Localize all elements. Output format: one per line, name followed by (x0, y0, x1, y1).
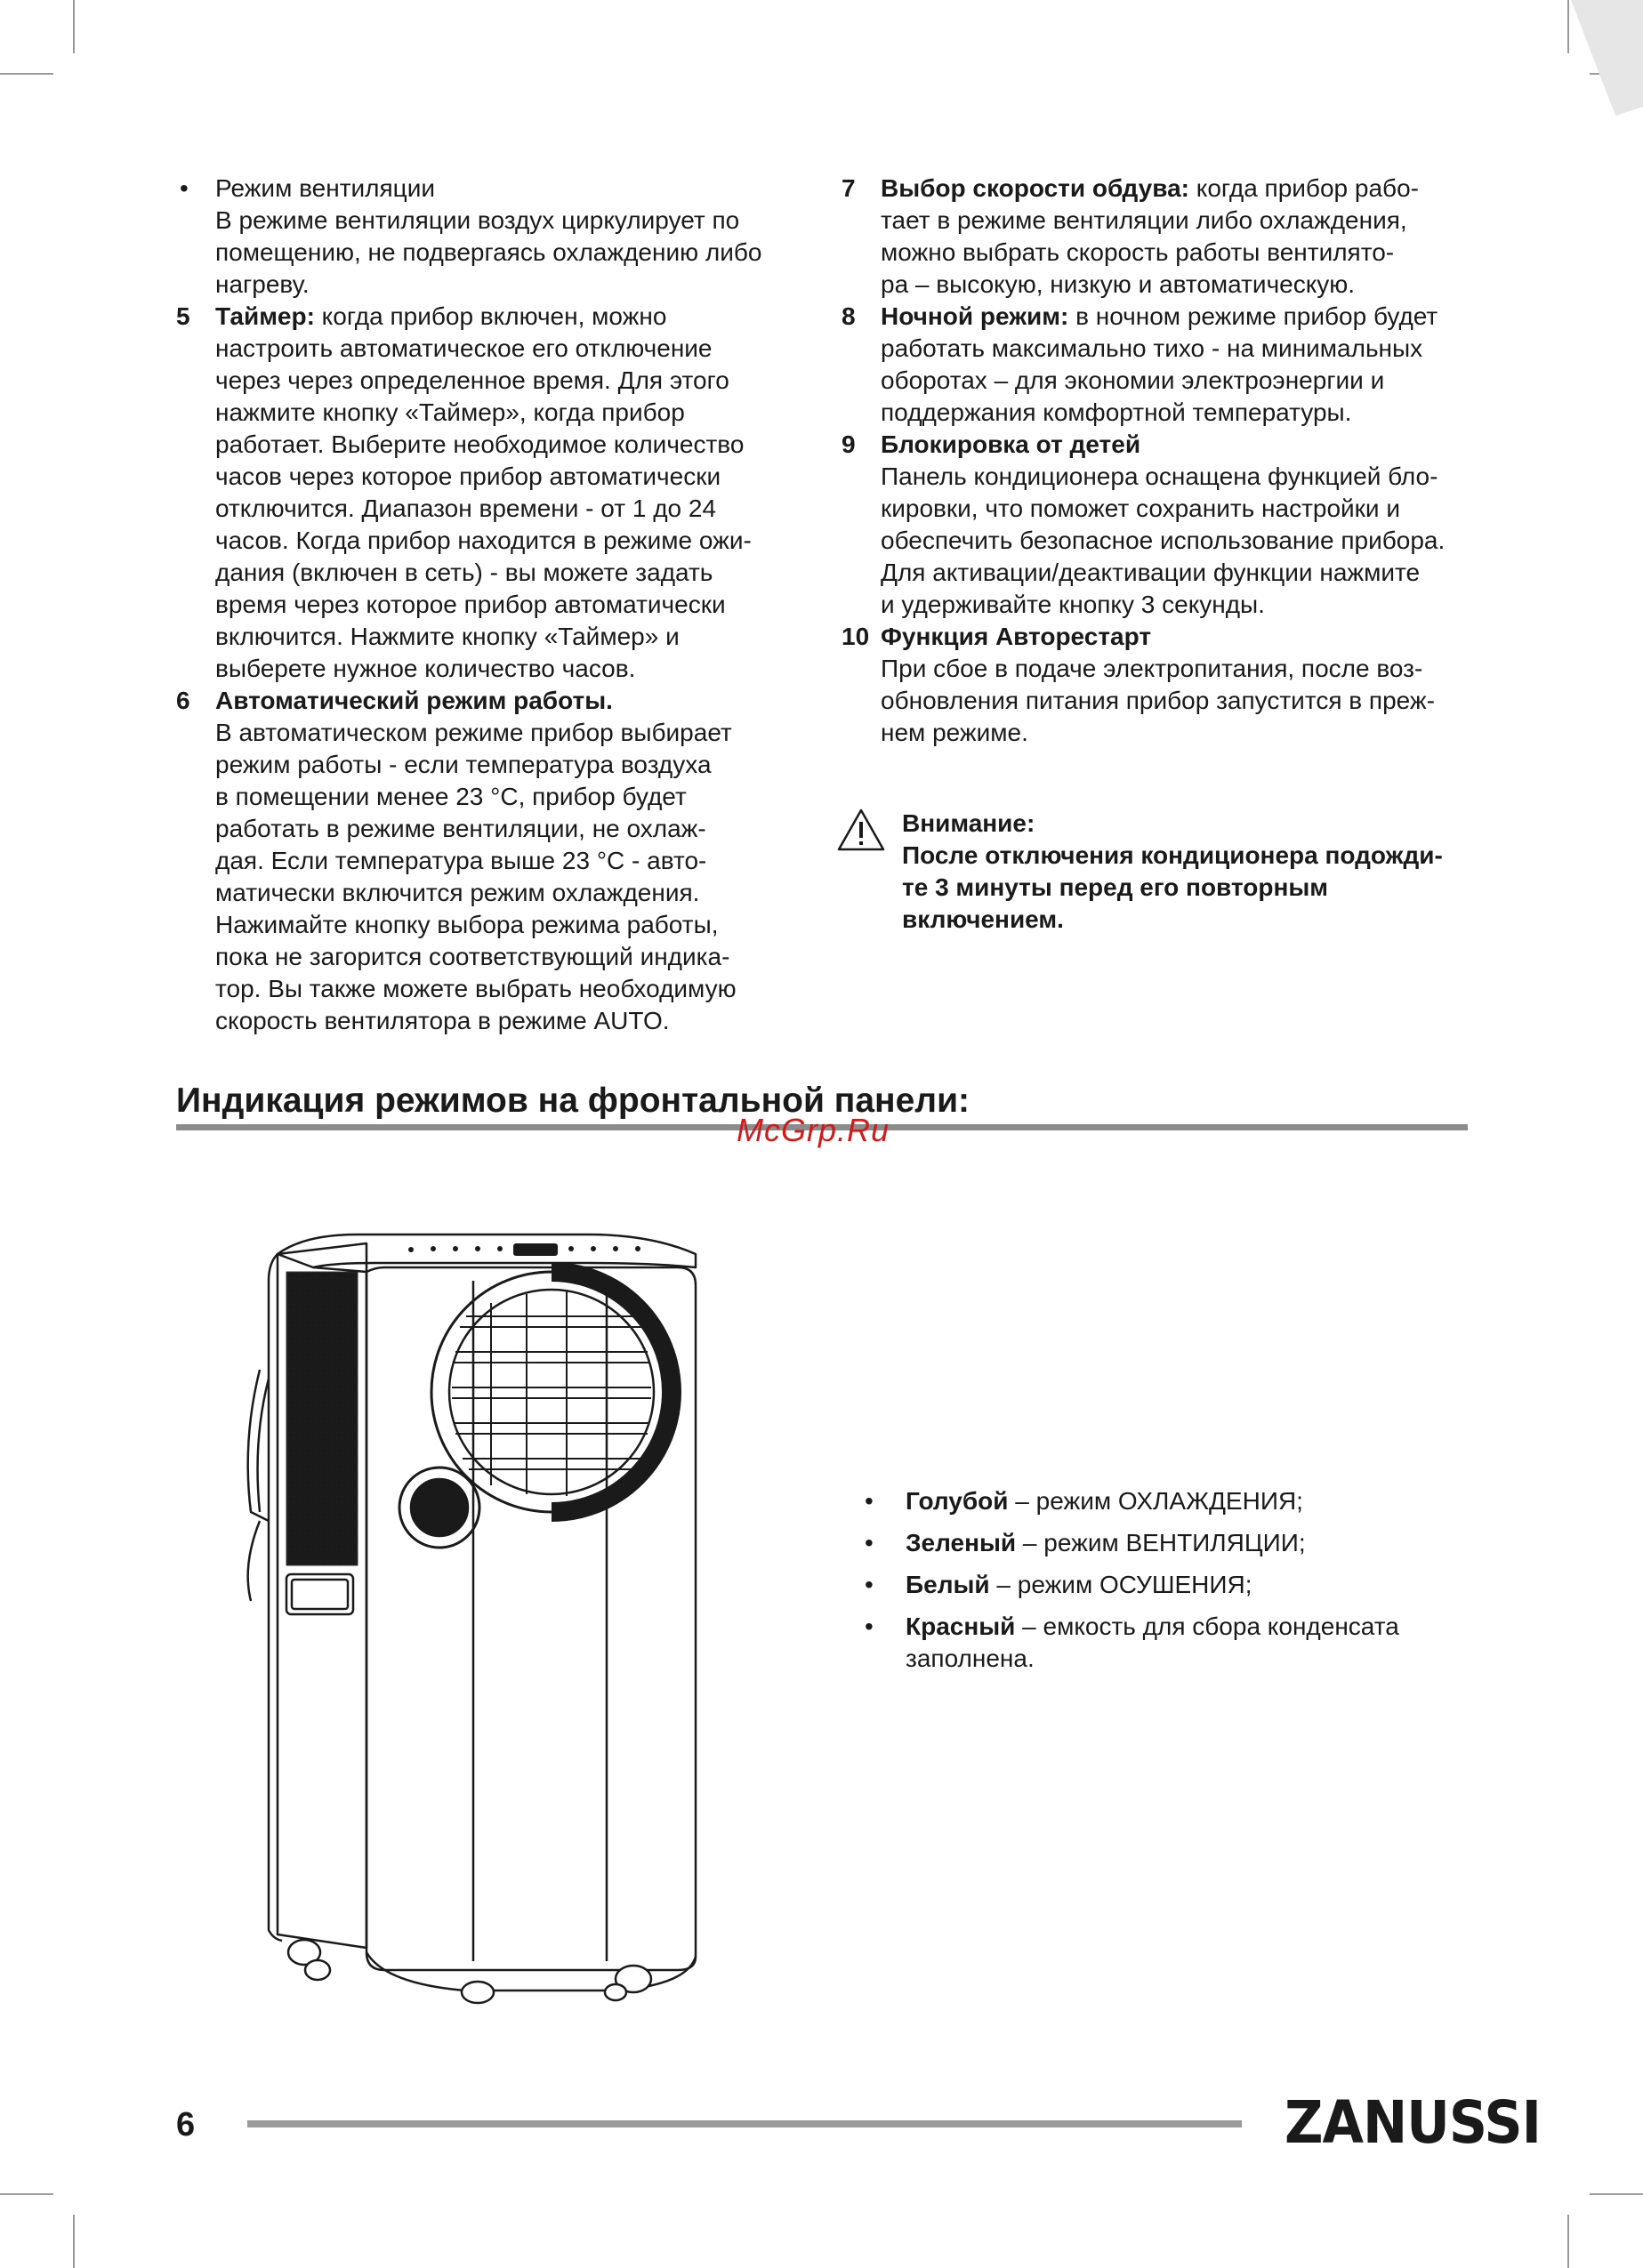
text-line: матически включится режим охлаждения. (215, 879, 700, 906)
watermark: McGrp.Ru (737, 1112, 890, 1148)
text-line: и удерживайте кнопку 3 секунды. (881, 591, 1265, 618)
auto-mode-title: Автоматический режим работы. (215, 687, 613, 714)
text-line: нажмите кнопку «Таймер», когда прибор (215, 398, 685, 426)
crop-mark (73, 2215, 75, 2268)
text-line: скорость вентилятора в режиме AUTO. (215, 1007, 670, 1034)
page-corner-fold (1544, 0, 1643, 116)
child-lock-title: Блокировка от детей (881, 430, 1141, 458)
item-number: 9 (842, 430, 856, 458)
text-line: настроить автоматическое его отключение (215, 334, 713, 362)
text-line: в ночном режиме прибор будет (1068, 302, 1438, 330)
text-line: Панель кондиционера оснащена функцией бло- (881, 462, 1438, 490)
crop-mark (0, 73, 53, 75)
text-line: тает в режиме вентиляции либо охлаждения, (881, 206, 1407, 234)
text-line: тор. Вы также можете выбрать необходимую (215, 975, 737, 1002)
indicator-legend (865, 1485, 1487, 1685)
text-line: работать максимально тихо - на минимальных (881, 334, 1423, 362)
text-line: можно выбрать скорость работы вентилято- (881, 238, 1395, 266)
timer-item (176, 301, 809, 685)
item-number: 10 (842, 623, 870, 650)
section-heading: Индикация режимов на фронтальной панели: (176, 1082, 970, 1120)
legend-desc: – режим ВЕНТИЛЯЦИИ; (1016, 1529, 1306, 1556)
child-lock-item (842, 429, 1475, 621)
text-line: кировки, что поможет сохранить настройки и (881, 495, 1400, 522)
legend-item (865, 1569, 1487, 1601)
text-line: нагреву. (215, 270, 310, 298)
crop-mark (73, 0, 75, 53)
fan-speed-title: Выбор скорости обдува: (881, 174, 1189, 202)
text-line: В режиме вентиляции воздух циркулирует по (215, 206, 740, 234)
bullet: • (865, 1487, 874, 1515)
warning-title: Внимание: (902, 809, 1035, 837)
text-line: отключится. Диапазон времени - от 1 до 24 (215, 495, 717, 522)
warning-line: включением. (902, 905, 1064, 933)
text-line: Нажимайте кнопку выбора режима работы, (215, 911, 719, 938)
legend-item (865, 1527, 1487, 1559)
portable-air-conditioner-icon (233, 1227, 722, 2010)
color-name: Белый (906, 1571, 990, 1598)
auto-mode-item (176, 685, 809, 1037)
legend-desc: – емкость для сбора конденсата (1015, 1613, 1399, 1640)
crop-mark (0, 2193, 53, 2195)
auto-restart-item (842, 621, 1475, 749)
fan-mode-item (176, 173, 809, 301)
footer-rule (247, 2120, 1242, 2127)
bullet: • (865, 1529, 874, 1556)
night-mode-item (842, 301, 1475, 429)
item-number: 5 (176, 302, 190, 330)
text-line: режим работы - если температура воздуха (215, 751, 712, 778)
text-line: дания (включен в сеть) - вы можете задать (215, 559, 713, 586)
text-line: когда прибор включен, можно (314, 302, 667, 330)
legend-item (865, 1485, 1487, 1517)
left-column (176, 173, 809, 1037)
bullet: • (865, 1613, 874, 1640)
text-line: В автоматическом режиме прибор выбирает (215, 719, 732, 746)
bullet: • (865, 1571, 874, 1598)
fan-mode-title: Режим вентиляции (215, 174, 435, 202)
text-line: в помещении менее 23 °С, прибор будет (215, 783, 687, 810)
warning-triangle-icon (836, 808, 886, 852)
bullet: • (180, 174, 189, 202)
crop-mark (1590, 2193, 1643, 2195)
right-column (842, 173, 1475, 749)
text-line: когда прибор рабо- (1188, 174, 1419, 202)
item-number: 8 (842, 302, 856, 330)
text-line: через через определенное время. Для этого (215, 366, 729, 394)
warning-line: После отключения кондиционера подожди- (902, 841, 1443, 869)
text-line: часов через которое прибор автоматически (215, 462, 721, 490)
text-line: время через которое прибор автоматически (215, 591, 726, 618)
fan-speed-item (842, 173, 1475, 301)
text-line: включится. Нажмите кнопку «Таймер» и (215, 623, 680, 650)
brand-logo: ZANUSSI (1285, 2088, 1541, 2158)
page-number: 6 (176, 2106, 196, 2143)
item-number: 7 (842, 174, 856, 202)
night-mode-title: Ночной режим: (881, 302, 1069, 330)
color-name: Красный (906, 1613, 1016, 1640)
text-line: нем режиме. (881, 719, 1028, 746)
color-name: Голубой (906, 1487, 1009, 1515)
text-line: оборотах – для экономии электроэнергии и (881, 366, 1385, 394)
legend-desc: – режим ОСУШЕНИЯ; (989, 1571, 1252, 1598)
text-line: обновления питания прибор запустится в преж- (881, 687, 1435, 714)
legend-item (865, 1611, 1487, 1675)
text-line: При сбое в подаче электропитания, после воз- (881, 655, 1423, 682)
text-line: работает. Выберите необходимое количество (215, 430, 745, 458)
text-line: помещению, не подвергаясь охлаждению либо (215, 238, 762, 266)
item-number: 6 (176, 687, 190, 714)
crop-mark (1567, 2215, 1569, 2268)
text-line: работать в режиме вентиляции, не охлаж- (215, 815, 706, 842)
timer-title: Таймер: (215, 302, 315, 330)
text-line: пока не загорится соответствующий индика- (215, 943, 730, 970)
auto-restart-title: Функция Авторестарт (881, 623, 1152, 650)
text-line: обеспечить безопасное использование прибора. (881, 527, 1446, 554)
text-line: ра – высокую, низкую и автоматическую. (881, 270, 1356, 298)
warning-line: те 3 минуты перед его повторным (902, 873, 1328, 901)
warning-block (836, 808, 1477, 936)
color-name: Зеленый (906, 1529, 1017, 1556)
text-line: часов. Когда прибор находится в режиме ожи- (215, 527, 752, 554)
text-line: дая. Если температура выше 23 °С - авто- (215, 847, 707, 874)
text-line: Для активации/деактивации функции нажмите (881, 559, 1421, 586)
legend-desc: – режим ОХЛАЖДЕНИЯ; (1008, 1487, 1303, 1515)
legend-desc: заполнена. (906, 1645, 1035, 1672)
text-line: поддержания комфортной температуры. (881, 398, 1352, 426)
text-line: выберете нужное количество часов. (215, 655, 636, 682)
